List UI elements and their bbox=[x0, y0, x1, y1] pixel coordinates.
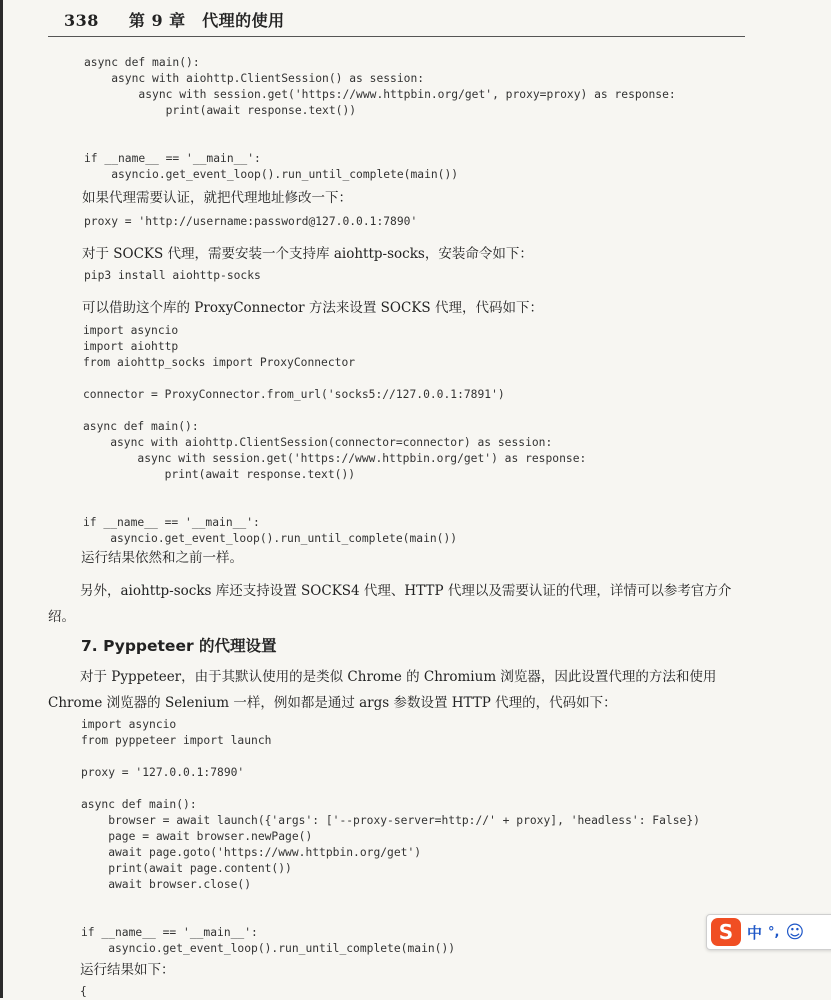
paragraph-auth: 如果代理需要认证，就把代理地址修改一下： bbox=[82, 190, 352, 206]
paragraph-result: 运行结果如下： bbox=[80, 962, 175, 978]
header-rule bbox=[48, 36, 745, 37]
paragraph-result-same: 运行结果依然和之前一样。 bbox=[81, 550, 243, 566]
code-block-result-start: { bbox=[80, 985, 87, 998]
page-header bbox=[64, 8, 285, 31]
ime-toolbar[interactable] bbox=[706, 914, 831, 950]
code-block-socks-connector: import asyncio import aiohttp from aiohttp_socks import ProxyConnector connector = ProxyConnector.from_url('socks5://127.0.0.1:7891') async def main(): async with aiohttp.ClientSession(connector=connector) as session: async with session.get('https://www.httpbin.org/get') as response: print(await response.text()) if __name__ == '__main__': asyncio.get_event_loop().run_until_complete(main()) bbox=[83, 324, 587, 545]
section-heading-pyppeteer: 7. Pyppeteer 的代理设置 bbox=[81, 637, 277, 655]
code-block-aiohttp-proxy: async def main(): async with aiohttp.ClientSession() as session: async with session.get('https://www.httpbin.org/get', proxy=proxy) as response: print(await response.text()) if __name__ == '__main__': asyncio.get_event_loop().run_until_complete(main()) bbox=[84, 56, 676, 181]
ime-mode-toggle[interactable]: 中 bbox=[747, 923, 763, 942]
page-left-edge bbox=[0, 0, 3, 998]
ime-emoji-icon[interactable]: ☺ bbox=[785, 921, 805, 943]
paragraph-socks: 对于 SOCKS 代理，需要安装一个支持库 aiohttp-socks，安装命令如下： bbox=[82, 246, 533, 262]
sogou-logo-icon[interactable]: S bbox=[711, 918, 741, 946]
code-block-pyppeteer: import asyncio from pyppeteer import launch proxy = '127.0.0.1:7890' async def main(): browser = await launch({'args': ['--proxy-server=http://' + proxy], 'headless': False}) page = await browser.newPage() await page.goto('https://www.httpbin.org/get') print(await page.content()) await browser.close() if __name__ == '__main__': asyncio.get_event_loop().run_until_complete(main()) bbox=[81, 718, 700, 955]
page-number: 338 bbox=[64, 11, 99, 30]
ime-punctuation-toggle[interactable]: °, bbox=[768, 924, 780, 940]
code-block-auth-proxy: proxy = 'http://username:password@127.0.0.1:7890' bbox=[84, 215, 418, 228]
paragraph-aiohttp-socks-more: 另外，aiohttp-socks 库还支持设置 SOCKS4 代理、HTTP 代理以及需要认证的代理，详情可以参考官方介绍。 bbox=[48, 583, 732, 625]
chapter-title: 第 9 章 代理的使用 bbox=[128, 11, 285, 30]
paragraph-pyppeteer: 对于 Pyppeteer，由于其默认使用的是类似 Chrome 的 Chromium 浏览器，因此设置代理的方法和使用 Chrome 浏览器的 Selenium 一样，例如都是通过 args 参数设置 HTTP 代理的，代码如下： bbox=[48, 669, 717, 711]
code-block-pip-install: pip3 install aiohttp-socks bbox=[84, 269, 261, 282]
paragraph-proxyconnector: 可以借助这个库的 ProxyConnector 方法来设置 SOCKS 代理，代码如下： bbox=[82, 300, 543, 316]
